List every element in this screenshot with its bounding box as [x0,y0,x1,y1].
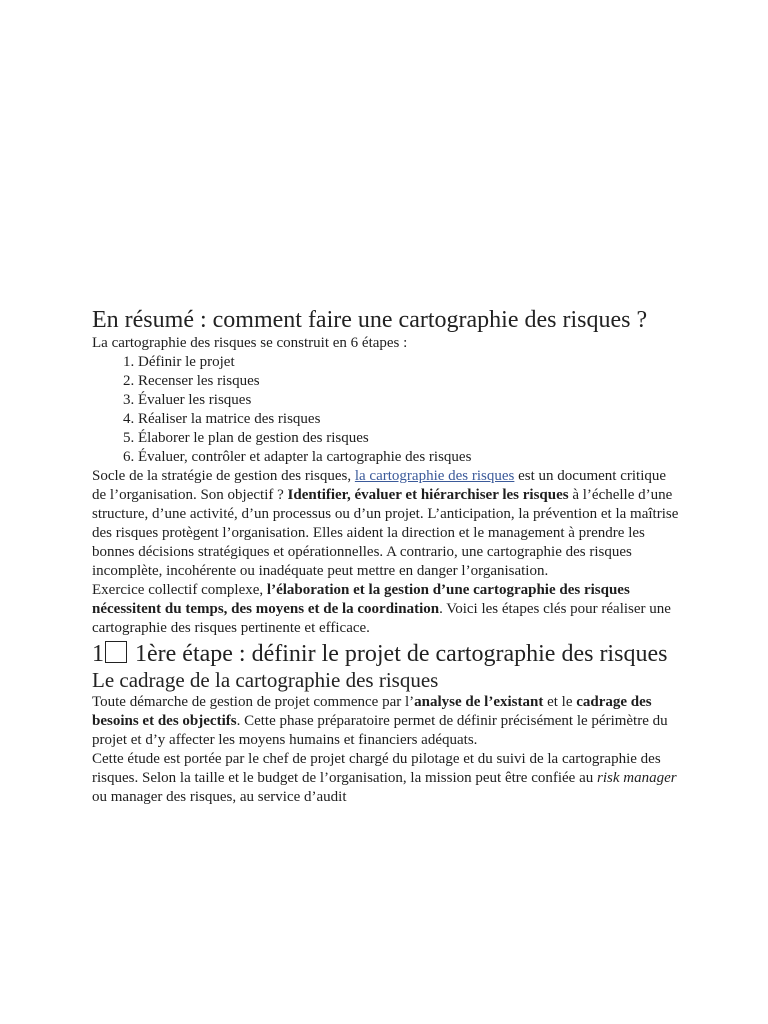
text-run: Cette étude est portée par le chef de projet chargé du pilotage et du suivi de la cartographie des risques. Selon la taille et le budget de l’organisation, la mission peut être confiée au [92,751,661,786]
list-item: 6. Évaluer, contrôler et adapter la cartographie des risques [138,448,682,467]
bold-run: Identifier, évaluer et hiérarchiser les risques [287,487,569,503]
text-run: Exercice collectif complexe, [92,582,267,598]
text-run: est un document critique de l’organisation. Son objectif ? [92,468,667,503]
section-title: En résumé : comment faire une cartographie des risques ? [92,307,648,333]
list-item: 3. Évaluer les risques [138,391,682,410]
text-run: ou manager des risques, au service d’audit [92,789,347,805]
text-run: et le [543,694,577,710]
text-run: Socle de la stratégie de gestion des risques, [92,468,355,484]
bold-run: analyse de l’existant [414,694,544,710]
body-paragraph [92,581,682,638]
list-item: 2. Recenser les risques [138,372,682,391]
cartographie-link[interactable]: la cartographie des risques [354,468,515,484]
step-heading [92,640,682,668]
steps-list [92,353,682,467]
italic-run: risk manager [597,770,677,786]
text-run: Toute démarche de gestion de projet commence par l’ [92,694,415,710]
step-title: 1ère étape : définir le projet de cartographie des risques [135,641,668,667]
checkbox-icon [105,641,127,663]
bold-run: l’élaboration et la gestion d’une cartographie des risques nécessitent du temps, des moyens et de la coordination [92,582,630,617]
list-item: 5. Élaborer le plan de gestion des risques [138,429,682,448]
text-run: . Cette phase préparatoire permet de définir précisément le périmètre du projet et d’y affecter les moyens humains et financiers adéquats. [92,713,668,748]
text-run: à l’échelle d’une structure, d’une activité, d’un processus ou d’un projet. L’anticipation, la prévention et la maîtrise des risques protègent l’organisation. Elles aident la direction et le management à prendre les bonnes décisions stratégiques et opérationnelles. A contrario, une cartographie des risques incomplète, incohérente ou inadéquate peut mettre en danger l’organisation. [92,487,679,579]
list-item: 4. Réaliser la matrice des risques [138,410,682,429]
body-paragraph [92,467,682,581]
body-paragraph [92,693,682,750]
document-page [92,306,682,807]
intro-paragraph: La cartographie des risques se construit en 6 étapes : [92,335,408,351]
bold-run: cadrage des besoins et des objectifs [92,694,652,729]
subsection-title: Le cadrage de la cartographie des risques [92,668,439,692]
body-paragraph [92,750,682,807]
step-number: 1 [92,641,104,667]
text-run: . Voici les étapes clés pour réaliser une cartographie des risques pertinente et efficace. [92,601,671,636]
list-item: 1. Définir le projet [138,353,682,372]
